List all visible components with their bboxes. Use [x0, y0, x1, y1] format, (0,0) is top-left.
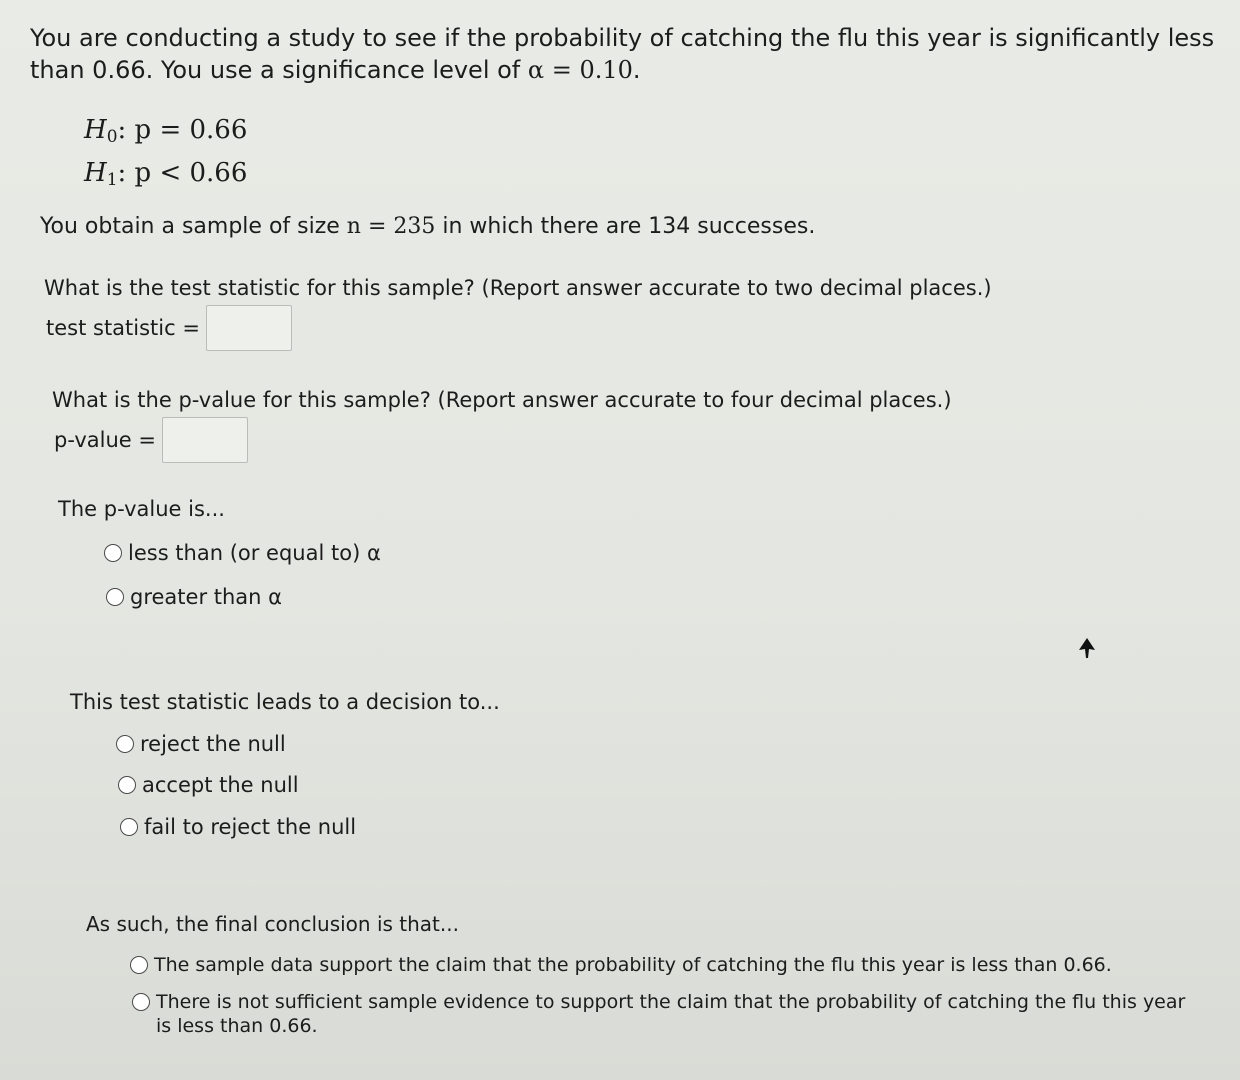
h1-symbol: H [84, 158, 107, 188]
option-fail-to-reject-null[interactable] [120, 815, 356, 839]
hypotheses [84, 112, 247, 198]
p-value-row [54, 417, 248, 463]
radio-button[interactable] [116, 735, 134, 753]
option-label: reject the null [140, 732, 286, 756]
p-value-label: p-value = [54, 428, 156, 452]
radio-button[interactable] [106, 588, 124, 606]
option-insufficient-evidence[interactable] [132, 990, 1192, 1038]
h0-statement: : p = 0.66 [117, 115, 248, 145]
option-label: There is not sufficient sample evidence to support the claim that the probability of catching the flu this year is less than 0.66. [156, 991, 1186, 1037]
option-greater-than-alpha[interactable] [106, 585, 282, 609]
radio-button[interactable] [118, 776, 136, 794]
radio-button[interactable] [130, 956, 148, 974]
option-accept-null[interactable] [118, 773, 299, 797]
option-less-than-alpha[interactable] [104, 541, 381, 565]
option-label: The sample data support the claim that the probability of catching the flu this year is less than 0.66. [154, 954, 1112, 976]
option-label: fail to reject the null [144, 815, 357, 839]
h0-subscript: 0 [106, 127, 118, 147]
h1-subscript: 1 [106, 170, 118, 190]
p-value-compare-question: The p-value is... [58, 497, 225, 521]
option-label: greater than α [130, 585, 282, 609]
radio-button[interactable] [132, 993, 150, 1011]
intro-text: You are conducting a study to see if the probability of catching the flu this year is significantly less than 0.66. You use a significance level of [30, 24, 1215, 84]
sample-description [40, 214, 815, 239]
sample-text-before: You obtain a sample of size [40, 214, 347, 239]
sample-size-expression: n = 235 [346, 214, 436, 239]
intro-period: . [632, 56, 641, 84]
option-data-support-claim[interactable] [130, 954, 1112, 976]
test-statistic-question: What is the test statistic for this sample? (Report answer accurate to two decimal places.) [44, 276, 992, 300]
mouse-cursor-icon [1075, 636, 1099, 660]
test-statistic-input[interactable] [206, 305, 292, 351]
h1-statement: : p < 0.66 [117, 158, 248, 188]
decision-question: This test statistic leads to a decision to... [70, 690, 500, 714]
test-statistic-label: test statistic = [46, 316, 200, 340]
p-value-input[interactable] [162, 417, 248, 463]
problem-intro [30, 22, 1220, 86]
alternative-hypothesis [84, 155, 247, 198]
sample-text-after: in which there are 134 successes. [435, 214, 816, 239]
radio-button[interactable] [120, 818, 138, 836]
alpha-expression: α = 0.10 [527, 56, 633, 84]
null-hypothesis [84, 112, 247, 155]
option-label: accept the null [142, 773, 299, 797]
radio-button[interactable] [104, 544, 122, 562]
option-reject-null[interactable] [116, 732, 286, 756]
test-statistic-row [46, 305, 292, 351]
conclusion-question: As such, the final conclusion is that... [86, 912, 459, 936]
option-label: less than (or equal to) α [128, 541, 381, 565]
p-value-question: What is the p-value for this sample? (Report answer accurate to four decimal places.) [52, 388, 952, 412]
h0-symbol: H [84, 115, 107, 145]
